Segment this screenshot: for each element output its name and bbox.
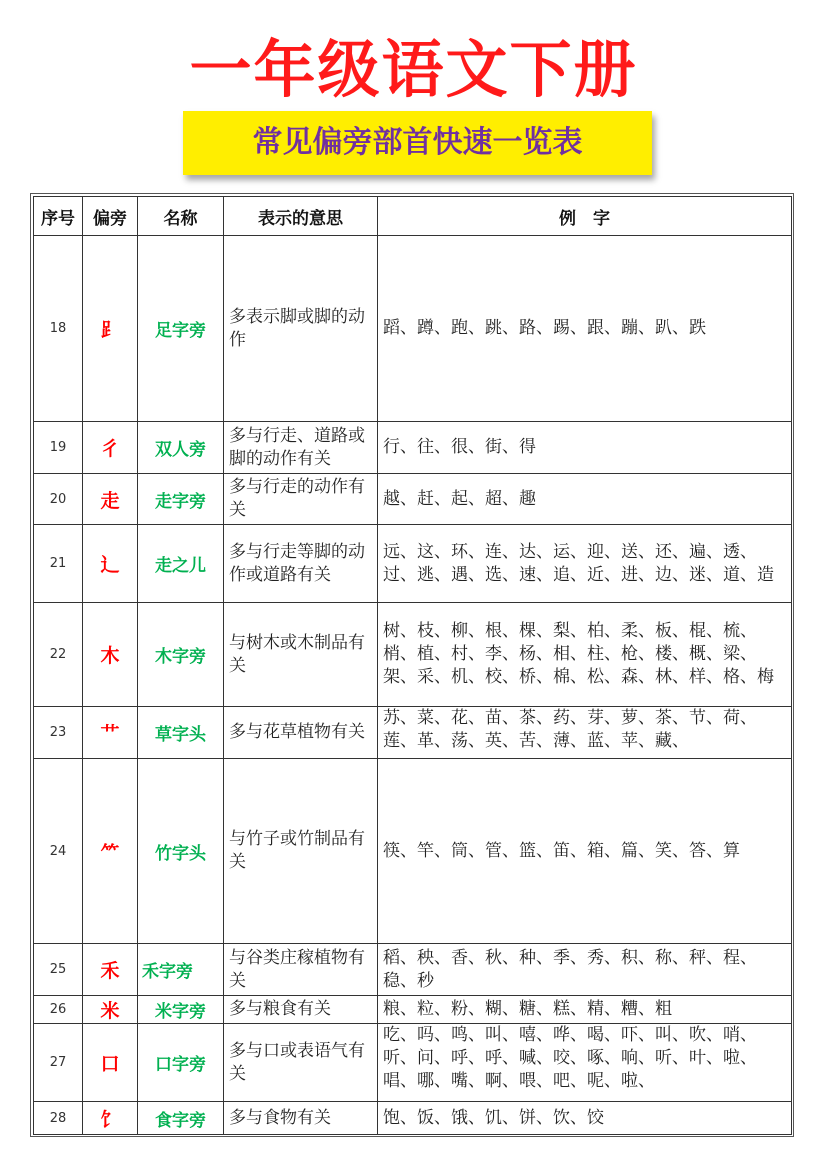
row-radical-name: 食字旁 [138, 1102, 224, 1135]
row-radical-name: 草字头 [138, 707, 224, 759]
row-meaning: 多与行走、道路或脚的动作有关 [224, 422, 378, 474]
row-radical: 辶 [83, 525, 138, 603]
header-number: 序号 [34, 197, 83, 236]
row-number: 21 [34, 525, 83, 603]
row-number: 22 [34, 603, 83, 707]
row-radical: 木 [83, 603, 138, 707]
row-number: 25 [34, 944, 83, 996]
row-examples-text: 苏、菜、花、苗、茶、药、芽、萝、茶、节、荷、莲、革、荡、英、苦、薄、蓝、苹、藏、 [383, 708, 757, 751]
header-radical: 偏旁 [83, 197, 138, 236]
row-number: 19 [34, 422, 83, 474]
table-row [34, 525, 792, 603]
row-number: 24 [34, 759, 83, 944]
row-number: 28 [34, 1102, 83, 1135]
row-meaning: 多与花草植物有关 [224, 707, 378, 759]
row-radical-name: 木字旁 [138, 603, 224, 707]
row-radical: ⻊ [83, 236, 138, 422]
row-examples: 蹈、蹲、跑、跳、路、踢、跟、蹦、趴、跌 [378, 236, 792, 422]
table-row [34, 759, 792, 944]
row-examples: 树、枝、柳、根、棵、梨、柏、柔、板、棍、梳、梢、植、村、李、杨、相、柱、枪、楼、概、梁、架、采、机、校、桥、棉、松、森、林、样、格、梅 [378, 603, 792, 707]
table-row [34, 422, 792, 474]
row-meaning: 与树木或木制品有关 [224, 603, 378, 707]
table-row [34, 236, 792, 422]
row-radical: 艹 [83, 707, 138, 759]
main-title: 一年级语文下册 [189, 33, 638, 106]
table-row [34, 707, 792, 759]
row-meaning: 多与粮食有关 [224, 996, 378, 1024]
row-examples: 稻、秧、香、秋、种、季、秀、积、称、秤、程、稳、秒 [378, 944, 792, 996]
row-radical-name: 口字旁 [138, 1024, 224, 1102]
row-meaning: 与竹子或竹制品有关 [224, 759, 378, 944]
row-radical: 禾 [83, 944, 138, 996]
row-meaning: 多表示脚或脚的动作 [224, 236, 378, 422]
row-radical: 米 [83, 996, 138, 1024]
radical-table-frame [30, 193, 794, 1137]
header-name: 名称 [138, 197, 224, 236]
row-radical: 口 [83, 1024, 138, 1102]
row-examples: 行、往、很、街、得 [378, 422, 792, 474]
row-examples [378, 707, 792, 759]
radical-table [33, 196, 792, 1135]
subtitle: 常见偏旁部首快速一览表 [252, 125, 583, 160]
header-examples: 例 字 [378, 197, 792, 236]
table-row [34, 474, 792, 525]
row-number: 27 [34, 1024, 83, 1102]
row-meaning: 多与行走等脚的动作或道路有关 [224, 525, 378, 603]
row-examples: 饱、饭、饿、饥、饼、饮、饺 [378, 1102, 792, 1135]
table-header-row [34, 197, 792, 236]
row-number: 18 [34, 236, 83, 422]
table-row [34, 996, 792, 1024]
table-row [34, 603, 792, 707]
table-row [34, 944, 792, 996]
header-meaning: 表示的意思 [224, 197, 378, 236]
table-row [34, 1024, 792, 1102]
row-radical-name: 禾字旁 [138, 944, 224, 996]
row-meaning: 多与口或表语气有关 [224, 1024, 378, 1102]
row-radical-name: 走字旁 [138, 474, 224, 525]
row-examples: 粮、粒、粉、糊、糖、糕、精、糟、粗 [378, 996, 792, 1024]
row-radical-name: 米字旁 [138, 996, 224, 1024]
row-meaning: 与谷类庄稼植物有关 [224, 944, 378, 996]
row-examples: 越、赶、起、超、趣 [378, 474, 792, 525]
row-radical-name: 双人旁 [138, 422, 224, 474]
row-examples: 筷、竿、筒、管、篮、笛、箱、篇、笑、答、算 [378, 759, 792, 944]
row-radical: 饣 [83, 1102, 138, 1135]
row-radical-name: 竹字头 [138, 759, 224, 944]
table-row [34, 1102, 792, 1135]
row-meaning: 多与食物有关 [224, 1102, 378, 1135]
row-examples-text: 吃、吗、鸣、叫、嘻、哗、喝、吓、叫、吹、哨、听、问、呼、呼、喊、咬、啄、响、听、叶、啦、唱、哪、嘴、啊、喂、吧、呢、啦、 [383, 1025, 757, 1091]
row-radical: ⺮ [83, 759, 138, 944]
row-meaning: 多与行走的动作有关 [224, 474, 378, 525]
subtitle-banner [183, 111, 652, 175]
row-radical-name: 足字旁 [138, 236, 224, 422]
row-examples: 远、这、环、连、达、运、迎、送、还、遍、透、过、逃、遇、选、速、追、近、进、边、迷、道、造 [378, 525, 792, 603]
row-examples [378, 1024, 792, 1102]
row-radical: 彳 [83, 422, 138, 474]
row-number: 26 [34, 996, 83, 1024]
row-number: 23 [34, 707, 83, 759]
row-radical-name: 走之儿 [138, 525, 224, 603]
row-number: 20 [34, 474, 83, 525]
row-radical: 走 [83, 474, 138, 525]
